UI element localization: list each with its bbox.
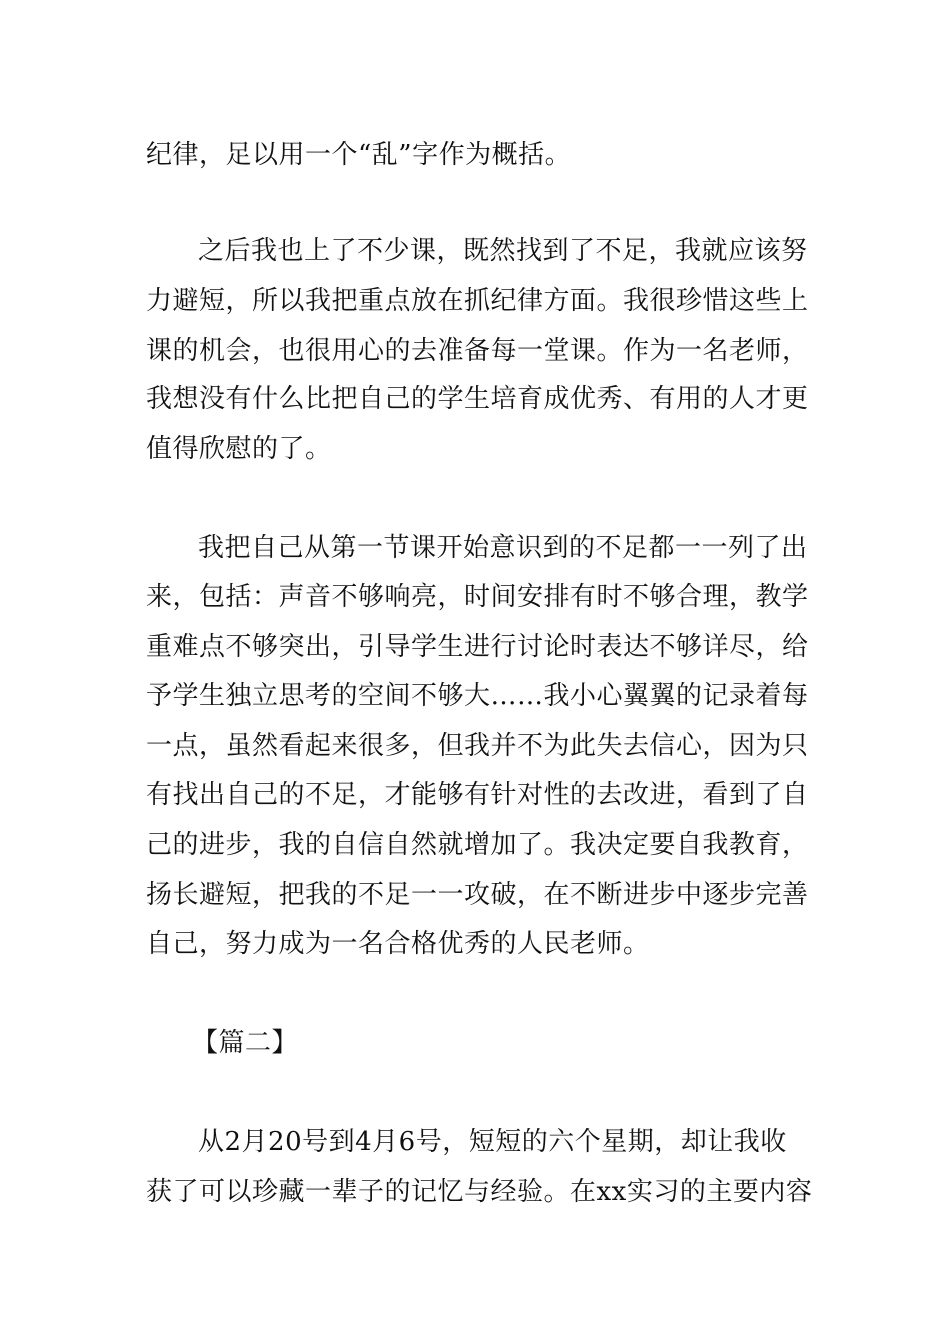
paragraph-line: 扬长避短，把我的不足一一攻破，在不断进步中逐步完善 <box>146 880 809 910</box>
paragraph-line: 从2月20号到4月6号，短短的六个星期，却让我收 <box>198 1127 787 1157</box>
paragraph-line: 获了可以珍藏一辈子的记忆与经验。在xx实习的主要内容 <box>146 1177 813 1207</box>
paragraph-line: 之后我也上了不少课，既然找到了不足，我就应该努 <box>198 236 808 266</box>
paragraph-line: 来，包括：声音不够响亮，时间安排有时不够合理，教学 <box>146 582 809 612</box>
paragraph-line: 有找出自己的不足，才能够有针对性的去改进，看到了自 <box>146 780 809 810</box>
paragraph-line: 值得欣慰的了。 <box>146 434 332 464</box>
paragraph-line: 力避短，所以我把重点放在抓纪律方面。我很珍惜这些上 <box>146 286 809 316</box>
paragraph-line: 我把自己从第一节课开始意识到的不足都一一列了出 <box>198 533 808 563</box>
paragraph-line: 一点，虽然看起来很多，但我并不为此失去信心，因为只 <box>146 731 809 761</box>
paragraph-line: 纪律，足以用一个“乱”字作为概括。 <box>146 140 572 170</box>
paragraph-line: 我想没有什么比把自己的学生培育成优秀、有用的人才更 <box>146 384 809 414</box>
paragraph-line: 己的进步，我的自信自然就增加了。我决定要自我教育， <box>146 830 809 860</box>
paragraph-line: 课的机会，也很用心的去准备每一堂课。作为一名老师， <box>146 336 809 366</box>
paragraph-line: 予学生独立思考的空间不够大……我小心翼翼的记录着每 <box>146 681 809 711</box>
paragraph-line: 自己，努力成为一名合格优秀的人民老师。 <box>146 929 650 959</box>
paragraph-line: 重难点不够突出，引导学生进行讨论时表达不够详尽，给 <box>146 632 809 662</box>
section-heading: 【篇二】 <box>192 1028 299 1058</box>
